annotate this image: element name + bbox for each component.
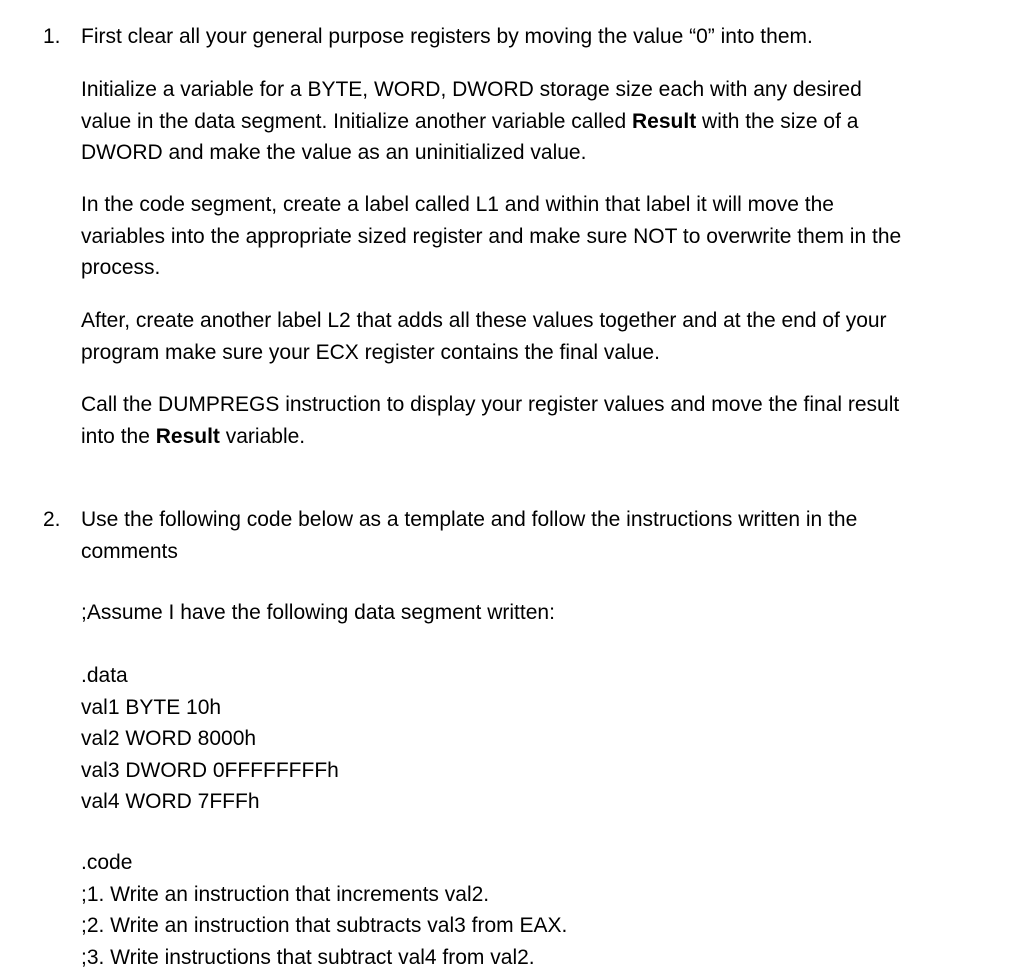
result-keyword: Result — [632, 109, 697, 133]
code-line: ;1. Write an instruction that increments val2. — [81, 882, 490, 906]
item1-paragraph-4 — [81, 389, 981, 452]
data-line: val2 WORD 8000h — [81, 727, 257, 750]
item1-p2-line1: In the code segment, create a label called L1 and within that label it will move the — [81, 193, 834, 216]
item1-p3-line1: After, create another label L2 that adds all these values together and at the end of your — [81, 309, 887, 332]
data-line: .data — [81, 664, 128, 687]
item2-intro-line2: comments — [81, 539, 178, 563]
item1-p1-line2-a: value in the data segment. Initialize another variable called — [81, 109, 633, 133]
item1-p4-line2 — [81, 421, 981, 453]
item1-p1-line2-b: with the size of a — [696, 109, 859, 133]
item1-p2-line3: process. — [81, 256, 161, 279]
item1-paragraph-2 — [81, 189, 981, 284]
item1-paragraph-3 — [81, 305, 981, 368]
item1-intro-text: First clear all your general purpose registers by moving the value “0” into them. — [81, 25, 813, 48]
item1-p4-line2-a: into the — [81, 424, 156, 448]
item2-assume-comment — [81, 597, 981, 629]
data-line: val3 DWORD 0FFFFFFFFh — [81, 758, 339, 782]
data-line: val4 WORD 7FFFh — [81, 790, 260, 813]
code-segment-block — [81, 847, 981, 973]
code-line: ;2. Write an instruction that subtracts val3 from EAX. — [81, 914, 568, 937]
result-keyword: Result — [155, 424, 220, 448]
item1-p1-line2 — [81, 106, 981, 138]
item1-number: 1. — [43, 25, 61, 48]
item1-intro — [81, 21, 981, 53]
item1-p4-line1: Call the DUMPREGS instruction to display your register values and move the final result — [81, 393, 900, 416]
item1-p3-line2: program make sure your ECX register contains the final value. — [81, 340, 660, 364]
item1-p1-line3: DWORD and make the value as an uninitialized value. — [81, 141, 587, 164]
code-line: .code — [81, 851, 133, 874]
item1-p4-line2-b: variable. — [219, 424, 306, 448]
item1-paragraph-1 — [81, 74, 981, 169]
item2-number: 2. — [43, 508, 61, 531]
item2-intro-line1: Use the following code below as a template and follow the instructions written in the — [81, 508, 858, 531]
assume-text: ;Assume I have the following data segment written: — [81, 601, 555, 624]
code-line: ;3. Write instructions that subtract val4 from val2. — [81, 945, 535, 969]
item1-p1-line1: Initialize a variable for a BYTE, WORD, DWORD storage size each with any desired — [81, 78, 862, 101]
item2-intro — [81, 504, 981, 567]
data-segment-block — [81, 660, 981, 818]
data-line: val1 BYTE 10h — [81, 695, 222, 719]
item1-p2-line2: variables into the appropriate sized register and make sure NOT to overwrite them in the — [81, 224, 902, 248]
